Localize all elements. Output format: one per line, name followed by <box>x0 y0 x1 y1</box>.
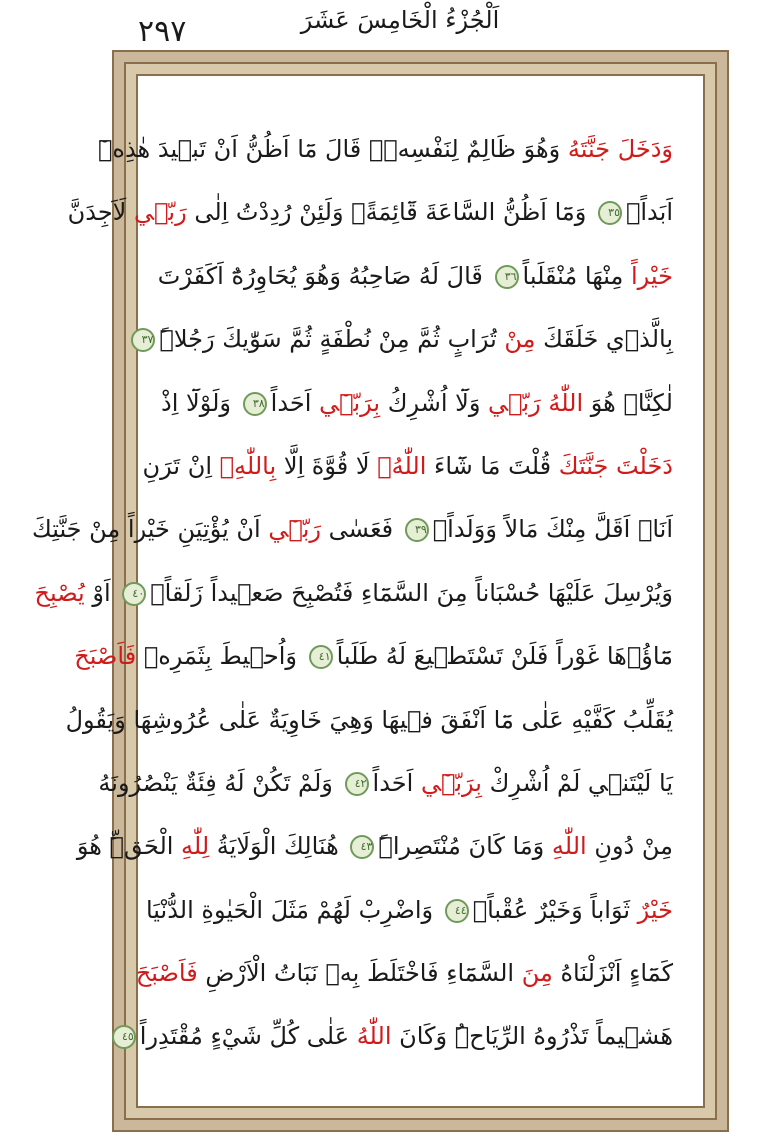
verse-text: تُرَابٍ ثُمَّ مِنْ نُطْفَةٍ ثُمَّ سَوّٰيكَ رَجُلاًۜ <box>159 325 505 354</box>
ayah-number-marker: ٣٧ <box>131 328 155 352</box>
highlighted-word: وَدَخَلَ جَنَّتَهُ <box>567 135 673 163</box>
text-line <box>34 562 673 625</box>
verse-text: اَنْ يُؤْتِيَنِ خَيْراً مِنْ جَنَّتِكَ <box>31 515 269 544</box>
text-line <box>145 879 673 942</box>
verse-text: وَلَٓا اُشْرِكُ <box>380 388 489 417</box>
highlighted-word: دَخَلْتَ جَنَّتَكَ <box>558 451 673 480</box>
text-line <box>67 181 673 244</box>
ayah-number-marker: ٣٥ <box>598 201 622 225</box>
text-line <box>65 689 673 752</box>
ayah-number-marker: ٣٦ <box>495 265 519 289</box>
text-line <box>121 1005 673 1068</box>
verse-text: اَحَداً <box>372 768 421 797</box>
verse-text: ثَوَاباً وَخَيْرٌ عُقْباًۚ <box>472 895 638 924</box>
verse-text: اَوْ <box>84 578 119 607</box>
text-line <box>141 308 673 371</box>
highlighted-word: بِرَبّ۪ٓي <box>420 768 482 797</box>
highlighted-word: مِنْ <box>504 325 536 354</box>
verse-text: عَلٰى كُلِّ شَيْءٍ مُقْتَدِراً <box>139 1022 357 1051</box>
verse-text: بِالَّذ۪ي خَلَقَكَ <box>535 325 673 354</box>
verse-text: اَبَداًۙ <box>625 198 673 227</box>
text-line <box>97 118 673 181</box>
page-frame <box>31 50 729 1132</box>
highlighted-word: اللّٰهُ <box>356 1022 392 1051</box>
verse-text: هُنَالِكَ الْوَلَايَةُ <box>209 832 347 861</box>
highlighted-word: رَبّ۪ٓي <box>268 515 322 544</box>
ayah-number-marker: ٤٥ <box>112 1025 136 1049</box>
verse-text: مَٓاؤُ۬هَا غَوْراً فَلَنْ تَسْتَط۪يعَ لَهُ طَلَباً <box>336 642 673 671</box>
text-line <box>161 372 673 435</box>
ayah-number-marker: ٤٤ <box>445 899 469 923</box>
verse-text: لَاَجِدَنَّ <box>67 198 134 227</box>
verse-text: وَاضْرِبْ لَهُمْ مَثَلَ الْحَيٰوةِ الدُّنْيَا <box>145 895 441 924</box>
highlighted-word: رَبّ۪ي <box>134 198 187 227</box>
highlighted-word: مِنَ <box>521 959 553 988</box>
text-line <box>76 815 673 878</box>
verse-text: يَا لَيْتَن۪ي لَمْ اُشْرِكْ <box>481 768 673 797</box>
verse-text: كَمَٓاءٍ اَنْزَلْنَاهُ <box>552 959 673 988</box>
page-number: ٢٩٧ <box>138 14 187 49</box>
quran-text <box>31 118 673 1069</box>
verse-text: وَلَوْلَٓا اِذْ <box>161 388 239 417</box>
highlighted-word: يُصْبِحَ <box>34 578 85 607</box>
ayah-number-marker: ٤٢ <box>345 772 369 796</box>
highlighted-word: اللّٰهُۙ <box>377 451 427 480</box>
verse-text: فَعَسٰى <box>321 515 401 544</box>
highlighted-word: بِرَبّ۪ٓي <box>319 388 381 417</box>
text-line <box>157 245 673 308</box>
ayah-number-marker: ٤٣ <box>350 835 374 859</box>
verse-text: لٰكِنَّا۬ هُوَ <box>583 388 673 417</box>
verse-text: مِنْ دُونِ <box>586 832 673 861</box>
ayah-number-marker: ٤١ <box>309 645 333 669</box>
verse-text: قُلْتَ مَا شَٓاءَ <box>426 451 559 480</box>
highlighted-word: فَاَصْبَحَ <box>135 959 198 988</box>
ayah-number-marker: ٤٠ <box>122 582 146 606</box>
highlighted-word: بِاللّٰهِۚ <box>219 451 277 480</box>
verse-text: هَش۪يماً تَذْرُوهُ الرِّيَاحُۜ وَكَانَ <box>391 1022 673 1051</box>
verse-text: وَهُوَ ظَالِمٌ لِنَفْسِه۪ۚ قَالَ مَٓا اَظُنُّ اَنْ تَب۪يدَ هٰذِه۪ٓ <box>97 135 568 163</box>
verse-text: وَلَمْ تَكُنْ لَهُ فِئَةٌ يَنْصُرُونَهُ <box>98 768 341 797</box>
text-line <box>74 625 673 688</box>
text-line <box>135 942 673 1005</box>
frame-border <box>31 62 717 1120</box>
verse-text: لَا قُوَّةَ اِلَّا <box>276 451 378 480</box>
verse-text: اِنْ تَرَنِ <box>142 451 220 480</box>
highlighted-word: خَيْراً <box>631 261 673 290</box>
text-panel <box>31 74 705 1108</box>
highlighted-word: اللّٰهِ <box>551 832 587 861</box>
verse-text: السَّمَٓاءِ فَاخْتَلَطَ بِه۪ نَبَاتُ الْاَرْضِ <box>197 959 522 988</box>
text-line <box>31 498 673 561</box>
verse-text: اَنَا۬ اَقَلَّ مِنْكَ مَالاً وَوَلَداًۚ <box>432 515 673 544</box>
highlighted-word: لِلّٰهِ <box>181 832 210 861</box>
verse-text: اَحَداً <box>270 388 320 417</box>
ayah-number-marker: ٣٨ <box>243 392 267 416</box>
verse-text: مِنْهَا مُنْقَلَباً <box>522 261 631 290</box>
verse-text: وَيُرْسِلَ عَلَيْهَا حُسْبَاناً مِنَ السَّمَٓاءِ فَتُصْبِحَ صَع۪يداً زَلَقاًۙ <box>150 578 673 607</box>
verse-text: قَالَ لَهُ صَاحِبُهُ وَهُوَ يُحَاوِرُهُٓ اَكَفَرْتَ <box>157 261 491 290</box>
highlighted-word: اللّٰهُ رَبّ۪ي <box>488 388 584 417</box>
verse-text: يُقَلِّبُ كَفَّيْهِ عَلٰى مَٓا اَنْفَقَ ف۪يهَا وَهِيَ خَاوِيَةٌ عَلٰى عُرُوشِهَا وَيَقُولُ <box>65 705 673 734</box>
text-line <box>142 435 673 498</box>
verse-text: وَمَا كَانَ مُنْتَصِراًۜ <box>378 832 552 861</box>
ayah-number-marker: ٣٩ <box>405 518 429 542</box>
verse-text: وَاُح۪يطَ بِثَمَرِه۪ <box>136 642 305 671</box>
juz-title: اَلْجُزْءُ الْخَامِسَ عَشَرَ <box>300 6 500 34</box>
verse-text: وَمَٓا اَظُنُّ السَّاعَةَ قَٓائِمَةًۙ وَلَئِنْ رُدِدْتُ اِلٰى <box>186 198 594 227</box>
verse-text: الْحَقِّۜ هُوَ <box>76 832 182 861</box>
highlighted-word: فَاَصْبَحَ <box>74 642 137 671</box>
highlighted-word: خَيْرٌ <box>637 895 673 924</box>
text-line <box>98 752 673 815</box>
